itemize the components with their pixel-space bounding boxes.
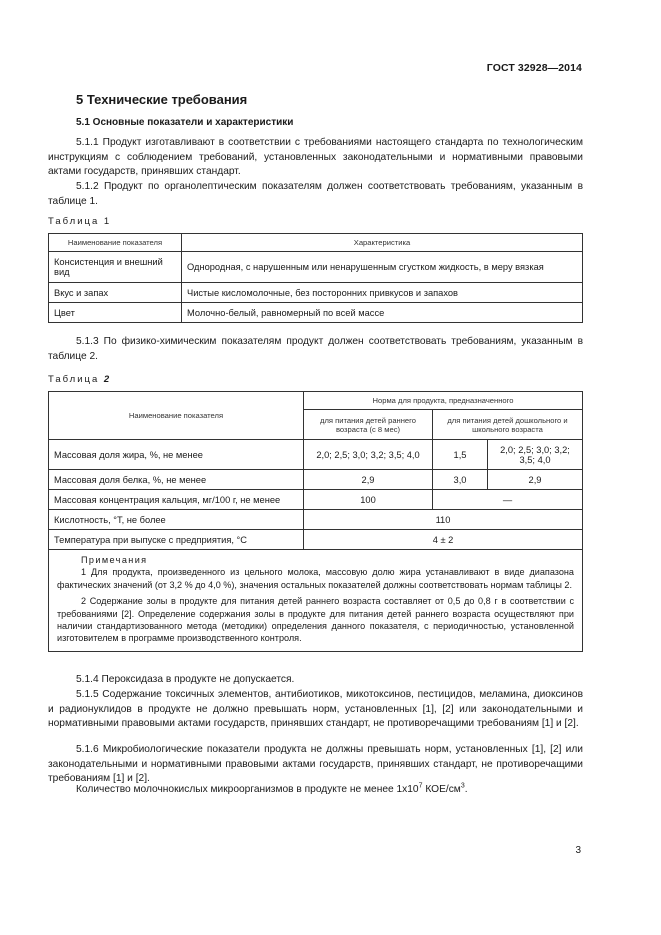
table2-cell-name: Массовая доля белка, %, не менее bbox=[49, 470, 304, 490]
standard-header: ГОСТ 32928—2014 bbox=[486, 62, 582, 74]
table2-cell: 100 bbox=[304, 490, 433, 510]
table2-cell-name: Кислотность, °Т, не более bbox=[49, 510, 304, 530]
paragraph-5-1-3: 5.1.3 По физико-химическим показателям продукт должен соответствовать требованиям, указанным в таблице 2. bbox=[48, 336, 583, 362]
table1-header-name: Наименование показателя bbox=[49, 234, 182, 252]
table2-header-name: Наименование показателя bbox=[49, 392, 304, 440]
table-row bbox=[49, 440, 583, 470]
note-1: 1 Для продукта, произведенного из цельного молока, массовую долю жира устанавливают в виде диапазона фактических значений (от 3,2 % до 4,0 %), значения остальных показателей должны соответствовать нормам таблицы 2. bbox=[57, 567, 574, 590]
table2-cell: — bbox=[433, 490, 583, 510]
table1-cell: Чистые кисломолочные, без посторонних привкусов и запахов bbox=[182, 283, 583, 303]
table2-cell: 4 ± 2 bbox=[304, 530, 583, 550]
table2-cell-name: Массовая доля жира, %, не менее bbox=[49, 440, 304, 470]
table-row bbox=[49, 510, 583, 530]
table-1 bbox=[48, 233, 583, 323]
paragraph-5-1-5: 5.1.5 Содержание токсичных элементов, антибиотиков, микотоксинов, пестицидов, меламина, диоксинов и радионуклидов в продукте не должно превышать норм, установленных [1], [2] или законодательными и нормативными правовыми актами государств, принявших стандарт, не противоречащими требованиям [1] и [2]. bbox=[48, 689, 583, 730]
table1-header-characteristic: Характеристика bbox=[182, 234, 583, 252]
table2-notes bbox=[49, 550, 583, 652]
table-row bbox=[49, 470, 583, 490]
table2-cell: 2,9 bbox=[488, 470, 583, 490]
table2-cell-name: Массовая концентрация кальция, мг/100 г, не менее bbox=[49, 490, 304, 510]
paragraph-5-1-6: 5.1.6 Микробиологические показатели продукта не должны превышать норм, установленных [1], [2] или законодательными и нормативными правовыми актами государств, принявших стандарт, не противоречащими требованиям [1] и [2]. bbox=[48, 744, 583, 785]
notes-heading: Примечания bbox=[81, 555, 148, 565]
table2-cell: 2,0; 2,5; 3,0; 3,2; 3,5; 4,0 bbox=[304, 440, 433, 470]
paragraph-5-1-1: 5.1.1 Продукт изготавливают в соответствии с требованиями настоящего стандарта по технологическим инструкциям с соблюдением требований, установленных законодательными и нормативными правовыми актами государств, принявших стандарт. bbox=[48, 137, 583, 178]
table1-cell: Вкус и запах bbox=[49, 283, 182, 303]
table2-header-early: для питания детей раннего возраста (с 8 мес) bbox=[304, 410, 433, 440]
table1-caption: Таблица 1 bbox=[48, 216, 112, 227]
table2-cell: 110 bbox=[304, 510, 583, 530]
paragraph-5-1-4: 5.1.4 Пероксидаза в продукте не допускается. bbox=[76, 674, 295, 685]
paragraph-bacteria-count: Количество молочнокислых микроорганизмов в продукте не менее $1х10^7$ КОЕ/$см^3$. bbox=[76, 782, 468, 795]
table2-caption: Таблица 2 bbox=[48, 374, 110, 385]
table1-cell: Консистенция и внешний вид bbox=[49, 252, 182, 283]
table-2 bbox=[48, 391, 583, 652]
table1-cell: Однородная, с нарушенным или ненарушенным сгустком жидкость, в меру вязкая bbox=[182, 252, 583, 283]
table2-header-norm: Норма для продукта, предназначенного bbox=[304, 392, 583, 410]
table1-cell: Молочно-белый, равномерный по всей массе bbox=[182, 303, 583, 323]
table-row bbox=[49, 490, 583, 510]
table-notes-row bbox=[49, 550, 583, 652]
table-row bbox=[49, 283, 583, 303]
table2-cell: 2,9 bbox=[304, 470, 433, 490]
table1-cell: Цвет bbox=[49, 303, 182, 323]
table-row bbox=[49, 303, 583, 323]
subsection-title: 5.1 Основные показатели и характеристики bbox=[76, 117, 294, 128]
paragraph-5-1-2: 5.1.2 Продукт по органолептическим показателям должен соответствовать требованиям, указанным в таблице 1. bbox=[48, 181, 583, 207]
note-2: 2 Содержание золы в продукте для питания детей раннего возраста составляет от 0,5 до 0,8 г в соответствии с требованиями [2]. Определение содержания золы в продукте для питания детей раннего возраста осуществляют при наличии стандартизованного метода (методики) определения данного показателя, с периодичностью, установленной изготовителем в программе производственного контроля. bbox=[57, 596, 574, 644]
table2-cell-name: Температура при выпуске с предприятия, °С bbox=[49, 530, 304, 550]
page-number: 3 bbox=[575, 845, 581, 856]
table2-cell: 2,0; 2,5; 3,0; 3,2; 3,5; 4,0 bbox=[488, 440, 583, 470]
table-row bbox=[49, 530, 583, 550]
table2-cell: 1,5 bbox=[433, 440, 488, 470]
table2-cell: 3,0 bbox=[433, 470, 488, 490]
section-title: 5 Технические требования bbox=[76, 92, 248, 107]
table2-header-school: для питания детей дошкольного и школьного возраста bbox=[433, 410, 583, 440]
table-row bbox=[49, 252, 583, 283]
